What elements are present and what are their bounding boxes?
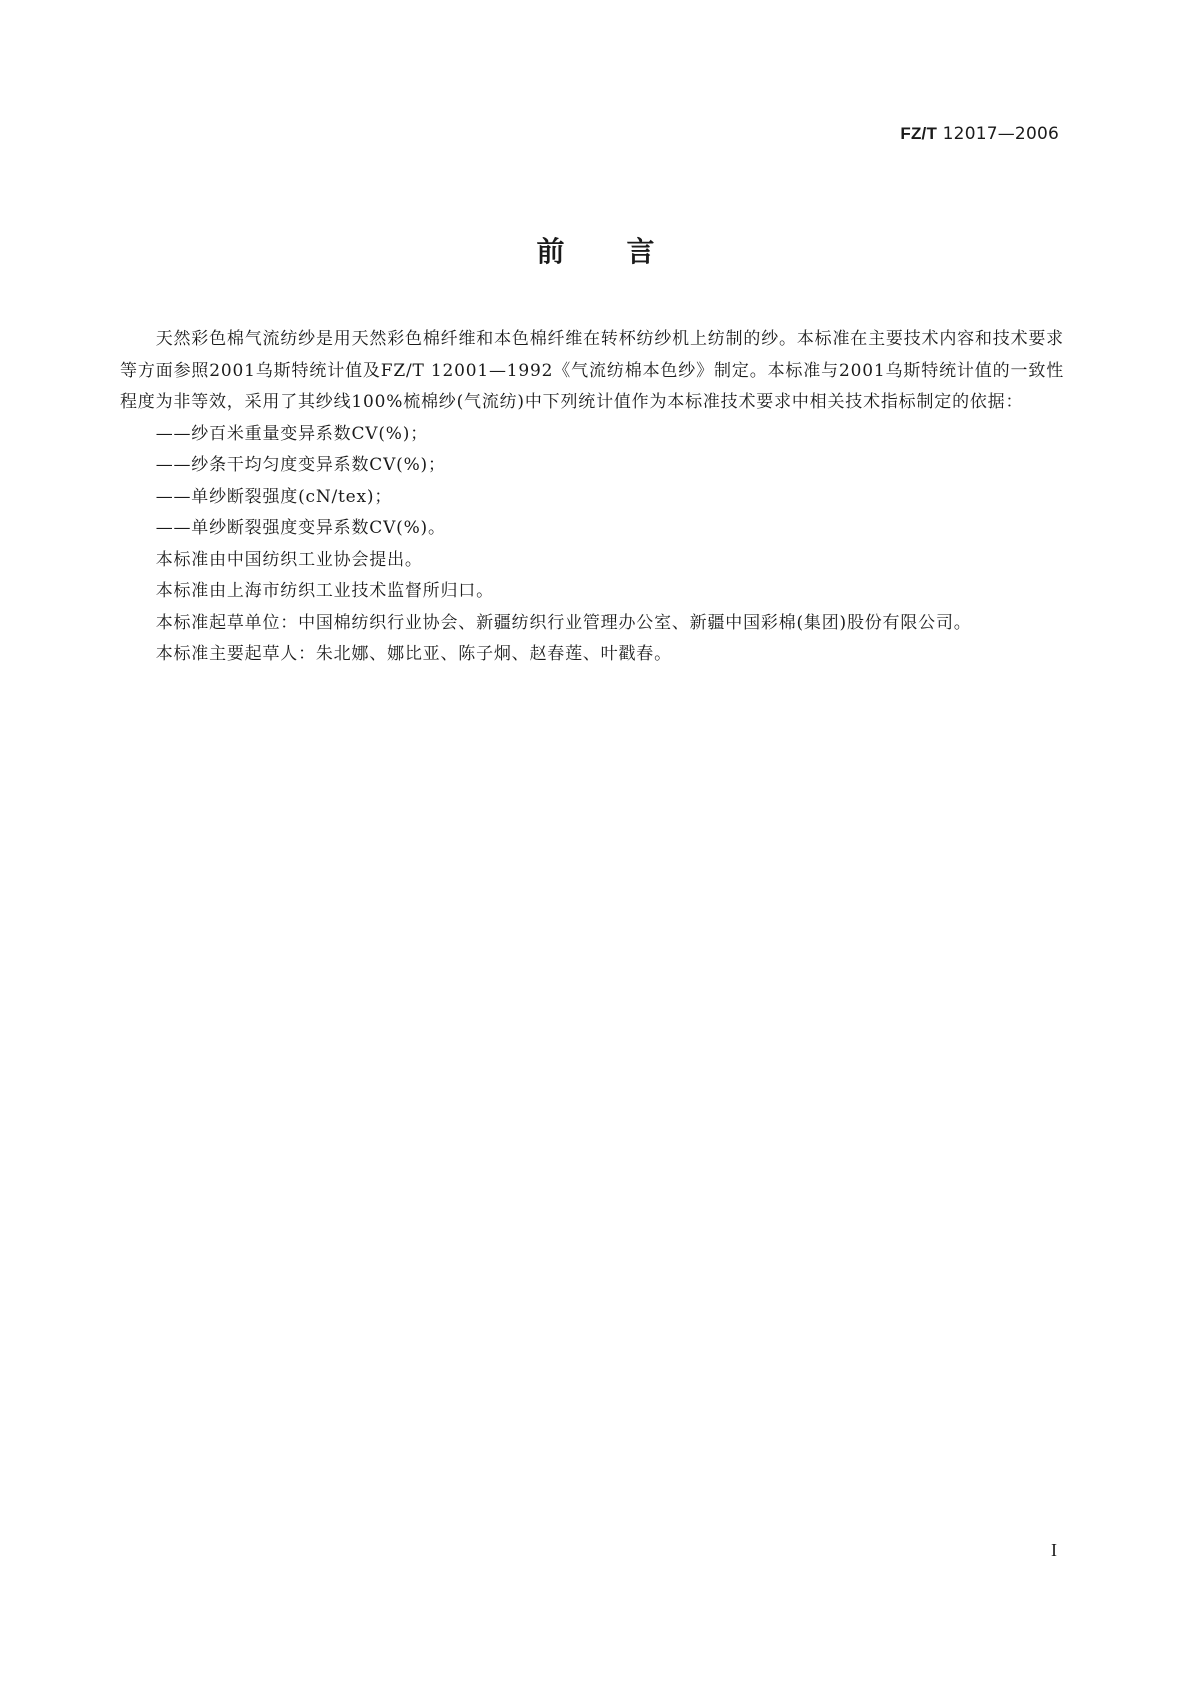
list-item: ——单纱断裂强度变异系数CV(%)。	[155, 518, 446, 538]
page-number: I	[1051, 1540, 1057, 1560]
list-item: ——纱条干均匀度变异系数CV(%)；	[155, 455, 446, 475]
drafting-units-paragraph: 本标准起草单位：中国棉纺织行业协会、新疆纺织行业管理办公室、新疆中国彩棉(集团)股份有限公司。	[155, 612, 972, 633]
standard-prefix: FZ/T	[900, 124, 938, 143]
standard-number: 12017—2006	[942, 124, 1059, 144]
list-item: ——单纱断裂强度(cN/tex)；	[155, 486, 393, 507]
intro-paragraph: 天然彩色棉气流纺纱是用天然彩色棉纤维和本色棉纤维在转杯纺纱机上纺制的纱。本标准在主要技术内容和技术要求等方面参照2001乌斯特统计值及FZ/T 12001—1992《气流纺棉本色纱》制定。本标准与2001乌斯特统计值的一致性程度为非等效，采用了其纱线100%梳棉纱(气流纺)中下列统计值作为本标准技术要求中相关技术指标制定的依据：	[120, 329, 1064, 412]
foreword-body	[120, 324, 1064, 671]
standard-code	[900, 124, 1059, 144]
administrator-paragraph: 本标准由上海市纺织工业技术监督所归口。	[155, 581, 494, 601]
list-item: ——纱百米重量变异系数CV(%)；	[155, 423, 428, 444]
page-title: 前言	[536, 235, 717, 268]
drafters-paragraph: 本标准主要起草人：朱北娜、娜比亚、陈子炯、赵春莲、叶戳春。	[155, 644, 672, 664]
proposer-paragraph: 本标准由中国纺织工业协会提出。	[155, 549, 423, 570]
